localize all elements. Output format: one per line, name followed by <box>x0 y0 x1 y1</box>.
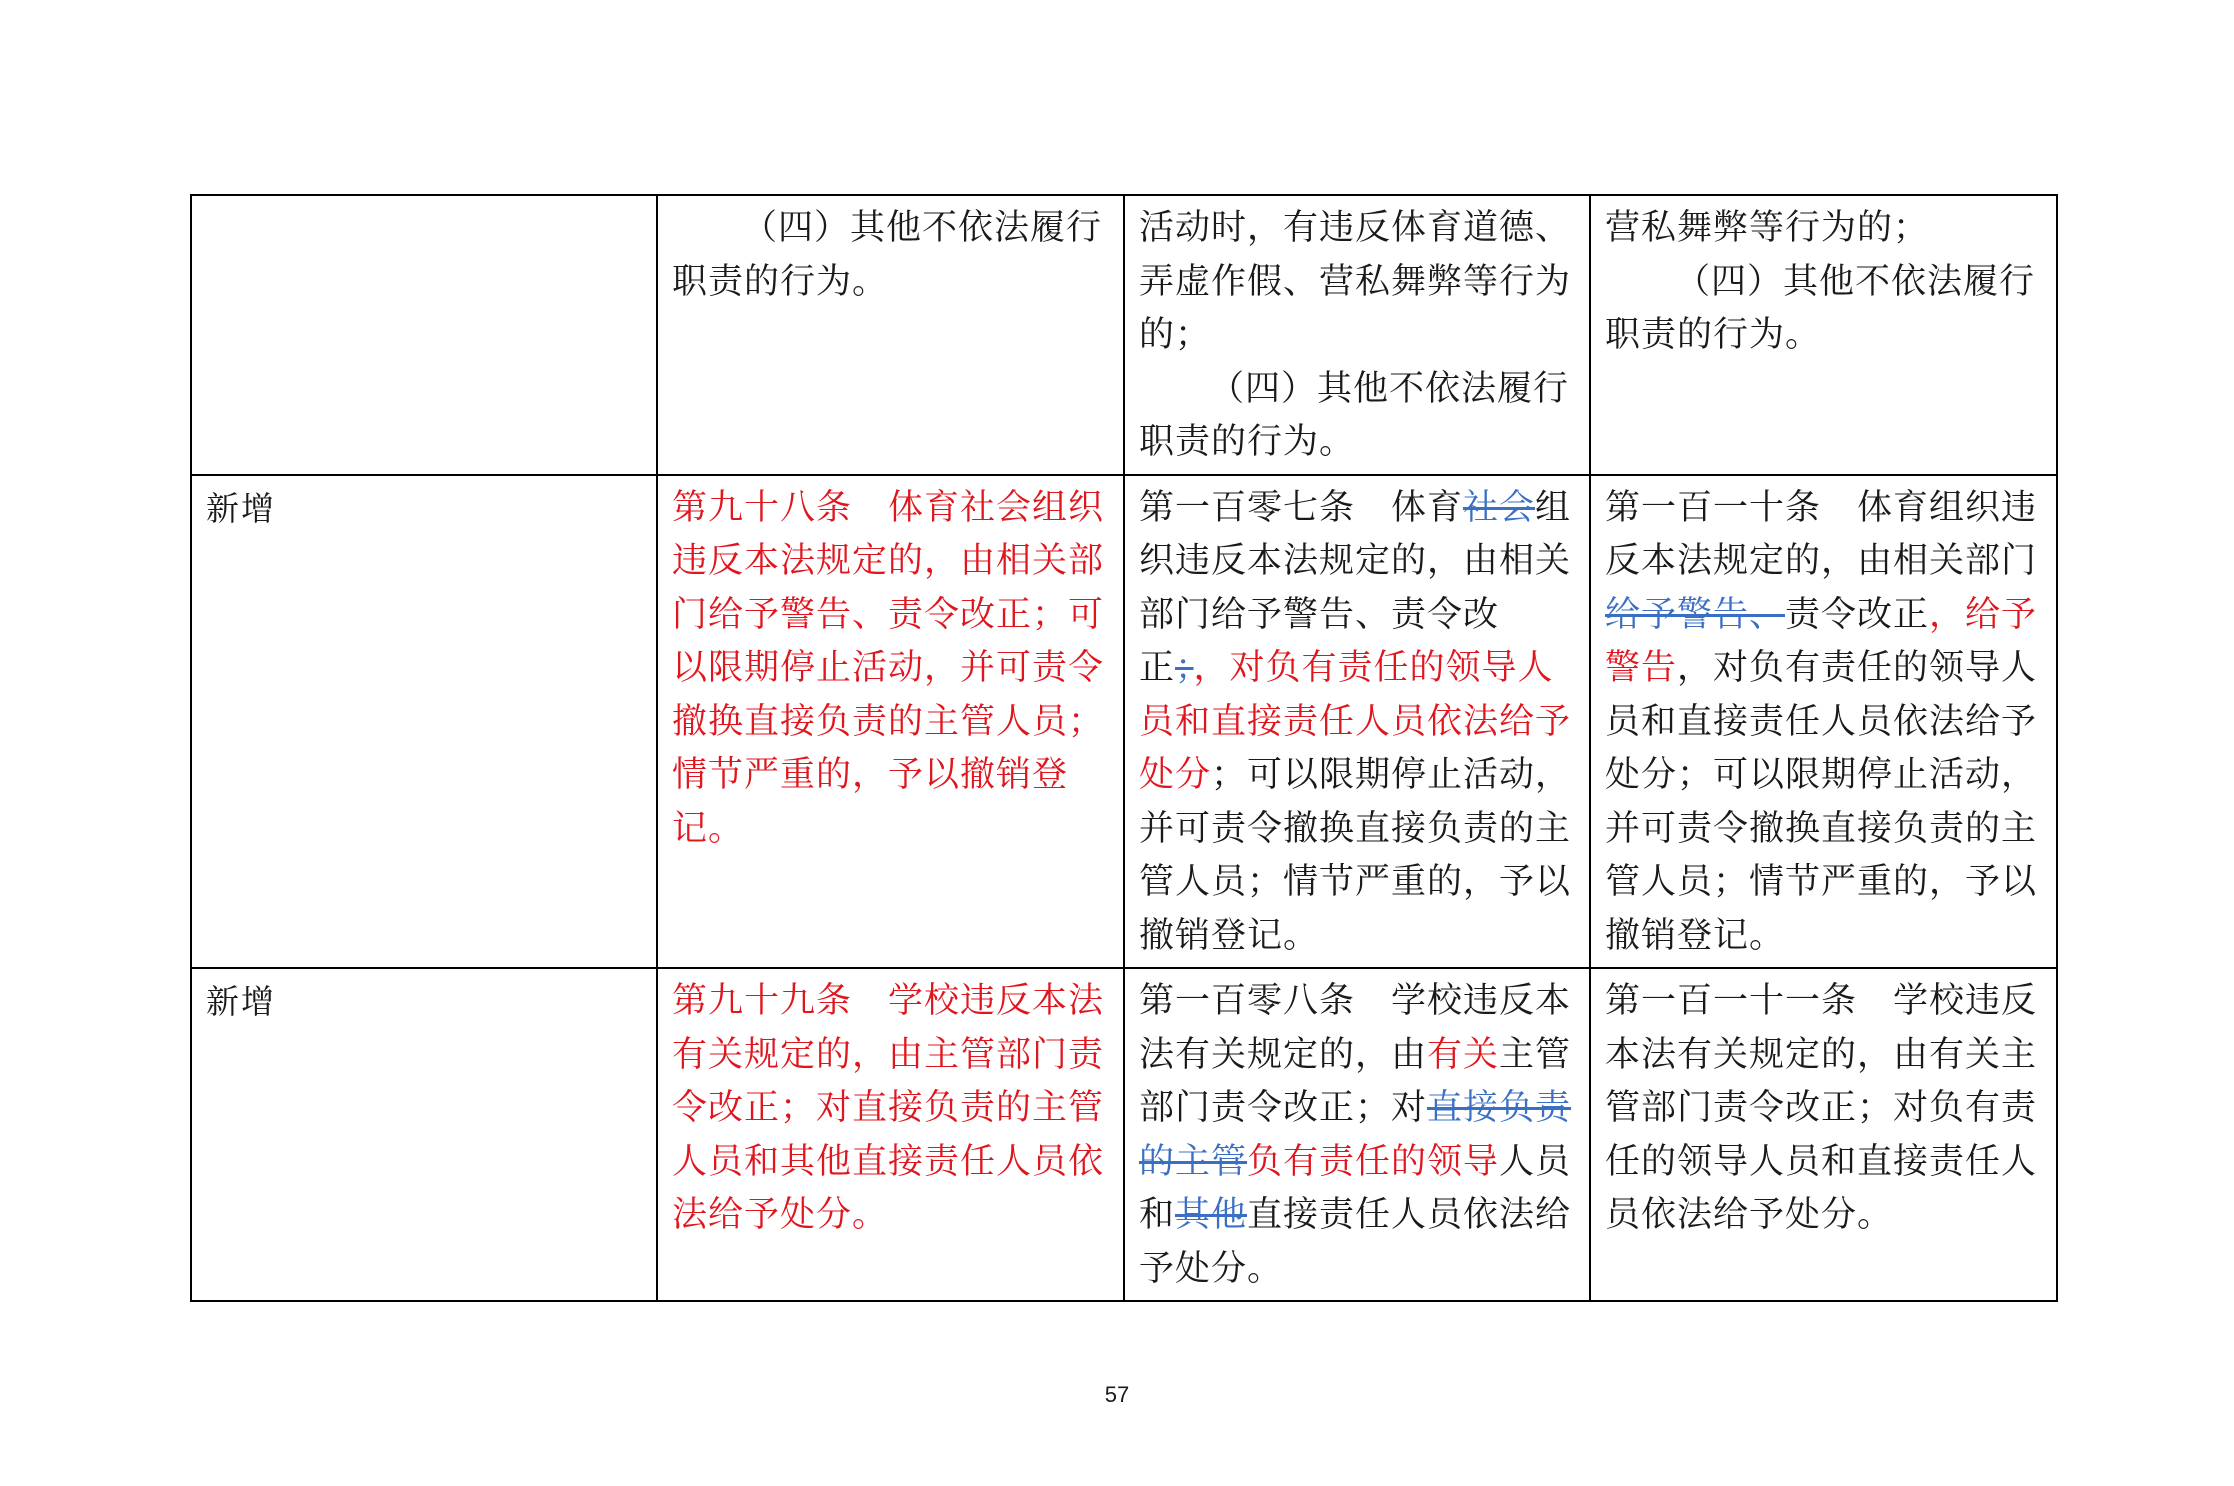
text-run: 人员和 <box>1139 1141 1572 1235</box>
deleted-text: 给予警告、 <box>1605 594 1786 635</box>
old-law-cell <box>657 968 1124 1301</box>
added-text: 第九十八条 体育社会组织违反本法规定的，由相关部门给予警告、责令改正；可以限期停止活动，并可责令撤换直接负责的主管人员；情节严重的，予以撤销登记。 <box>672 487 1105 849</box>
added-text: ，给予警告 <box>1605 594 2038 688</box>
deleted-text: ； <box>1175 648 1194 688</box>
added-text: ，对负有责任的领导人员和直接责任人员依法给予处分 <box>1139 648 1572 795</box>
text-run: ；可以限期停止活动，并可责令撤换直接负责的主管人员；情节严重的，予以撤销登记。 <box>1139 755 1572 956</box>
deleted-text: 直接负责的主管 <box>1139 1088 1572 1182</box>
paragraph: 活动时，有违反体育道德、弄虚作假、营私舞弊等行为的； <box>1139 208 1572 355</box>
paragraph: （四）其他不依法履行职责的行为。 <box>1605 261 2036 355</box>
text-run: 直接责任人员依法给予处分。 <box>1139 1195 1572 1289</box>
text-run: 第一百零八条 学校违反本法有关规定的，由 <box>1139 981 1572 1075</box>
added-text: 负有责任的领导 <box>1247 1141 1500 1182</box>
row-label-cell <box>191 475 657 969</box>
text-run: 主管部门责令改正；对 <box>1139 1034 1572 1128</box>
added-text: 第九十九条 学校违反本法有关规定的，由主管部门责令改正；对直接负责的主管人员和其他直接责任人员依法给予处分。 <box>672 981 1105 1235</box>
text-run: 第一百一十一条 学校违反本法有关规定的，由有关主管部门责令改正；对负有责任的领导人员和直接责任人员依法给予处分。 <box>1605 981 2038 1235</box>
revised-cell <box>1590 475 2057 969</box>
row-label-cell <box>191 195 657 475</box>
draft-cell <box>1124 968 1590 1301</box>
row-label: 新增 <box>206 488 276 528</box>
text-run: 第一百一十条 体育组织违反本法规定的，由相关部门 <box>1605 487 2038 581</box>
revised-cell <box>1590 968 2057 1301</box>
table-row <box>191 968 2057 1301</box>
added-text: 有关 <box>1427 1034 1500 1075</box>
row-label: 新增 <box>206 982 276 1021</box>
old-law-cell <box>657 195 1124 475</box>
paragraph: 营私舞弊等行为的； <box>1605 208 1930 248</box>
text-run: 责令改正 <box>1785 594 1930 635</box>
deleted-text: 其他 <box>1175 1195 1248 1235</box>
text-run: 第一百零七条 体育 <box>1139 487 1464 528</box>
text-run: 组织违反本法规定的，由相关部门给予警告、责令改正 <box>1139 487 1572 688</box>
draft-cell <box>1124 475 1590 969</box>
paragraph: （四）其他不依法履行职责的行为。 <box>672 208 1103 302</box>
old-law-cell <box>657 475 1124 969</box>
page-number: 57 <box>1104 1382 1130 1407</box>
row-label-cell <box>191 968 657 1301</box>
comparison-table <box>190 194 2058 1302</box>
paragraph: （四）其他不依法履行职责的行为。 <box>1139 368 1570 462</box>
revised-cell <box>1590 195 2057 475</box>
draft-cell <box>1124 195 1590 475</box>
deleted-text: 社会 <box>1463 487 1536 528</box>
text-run: ，对负有责任的领导人员和直接责任人员依法给予处分；可以限期停止活动，并可责令撤换直接负责的主管人员；情节严重的，予以撤销登记。 <box>1605 648 2038 956</box>
table-row <box>191 195 2057 475</box>
table-row <box>191 475 2057 969</box>
